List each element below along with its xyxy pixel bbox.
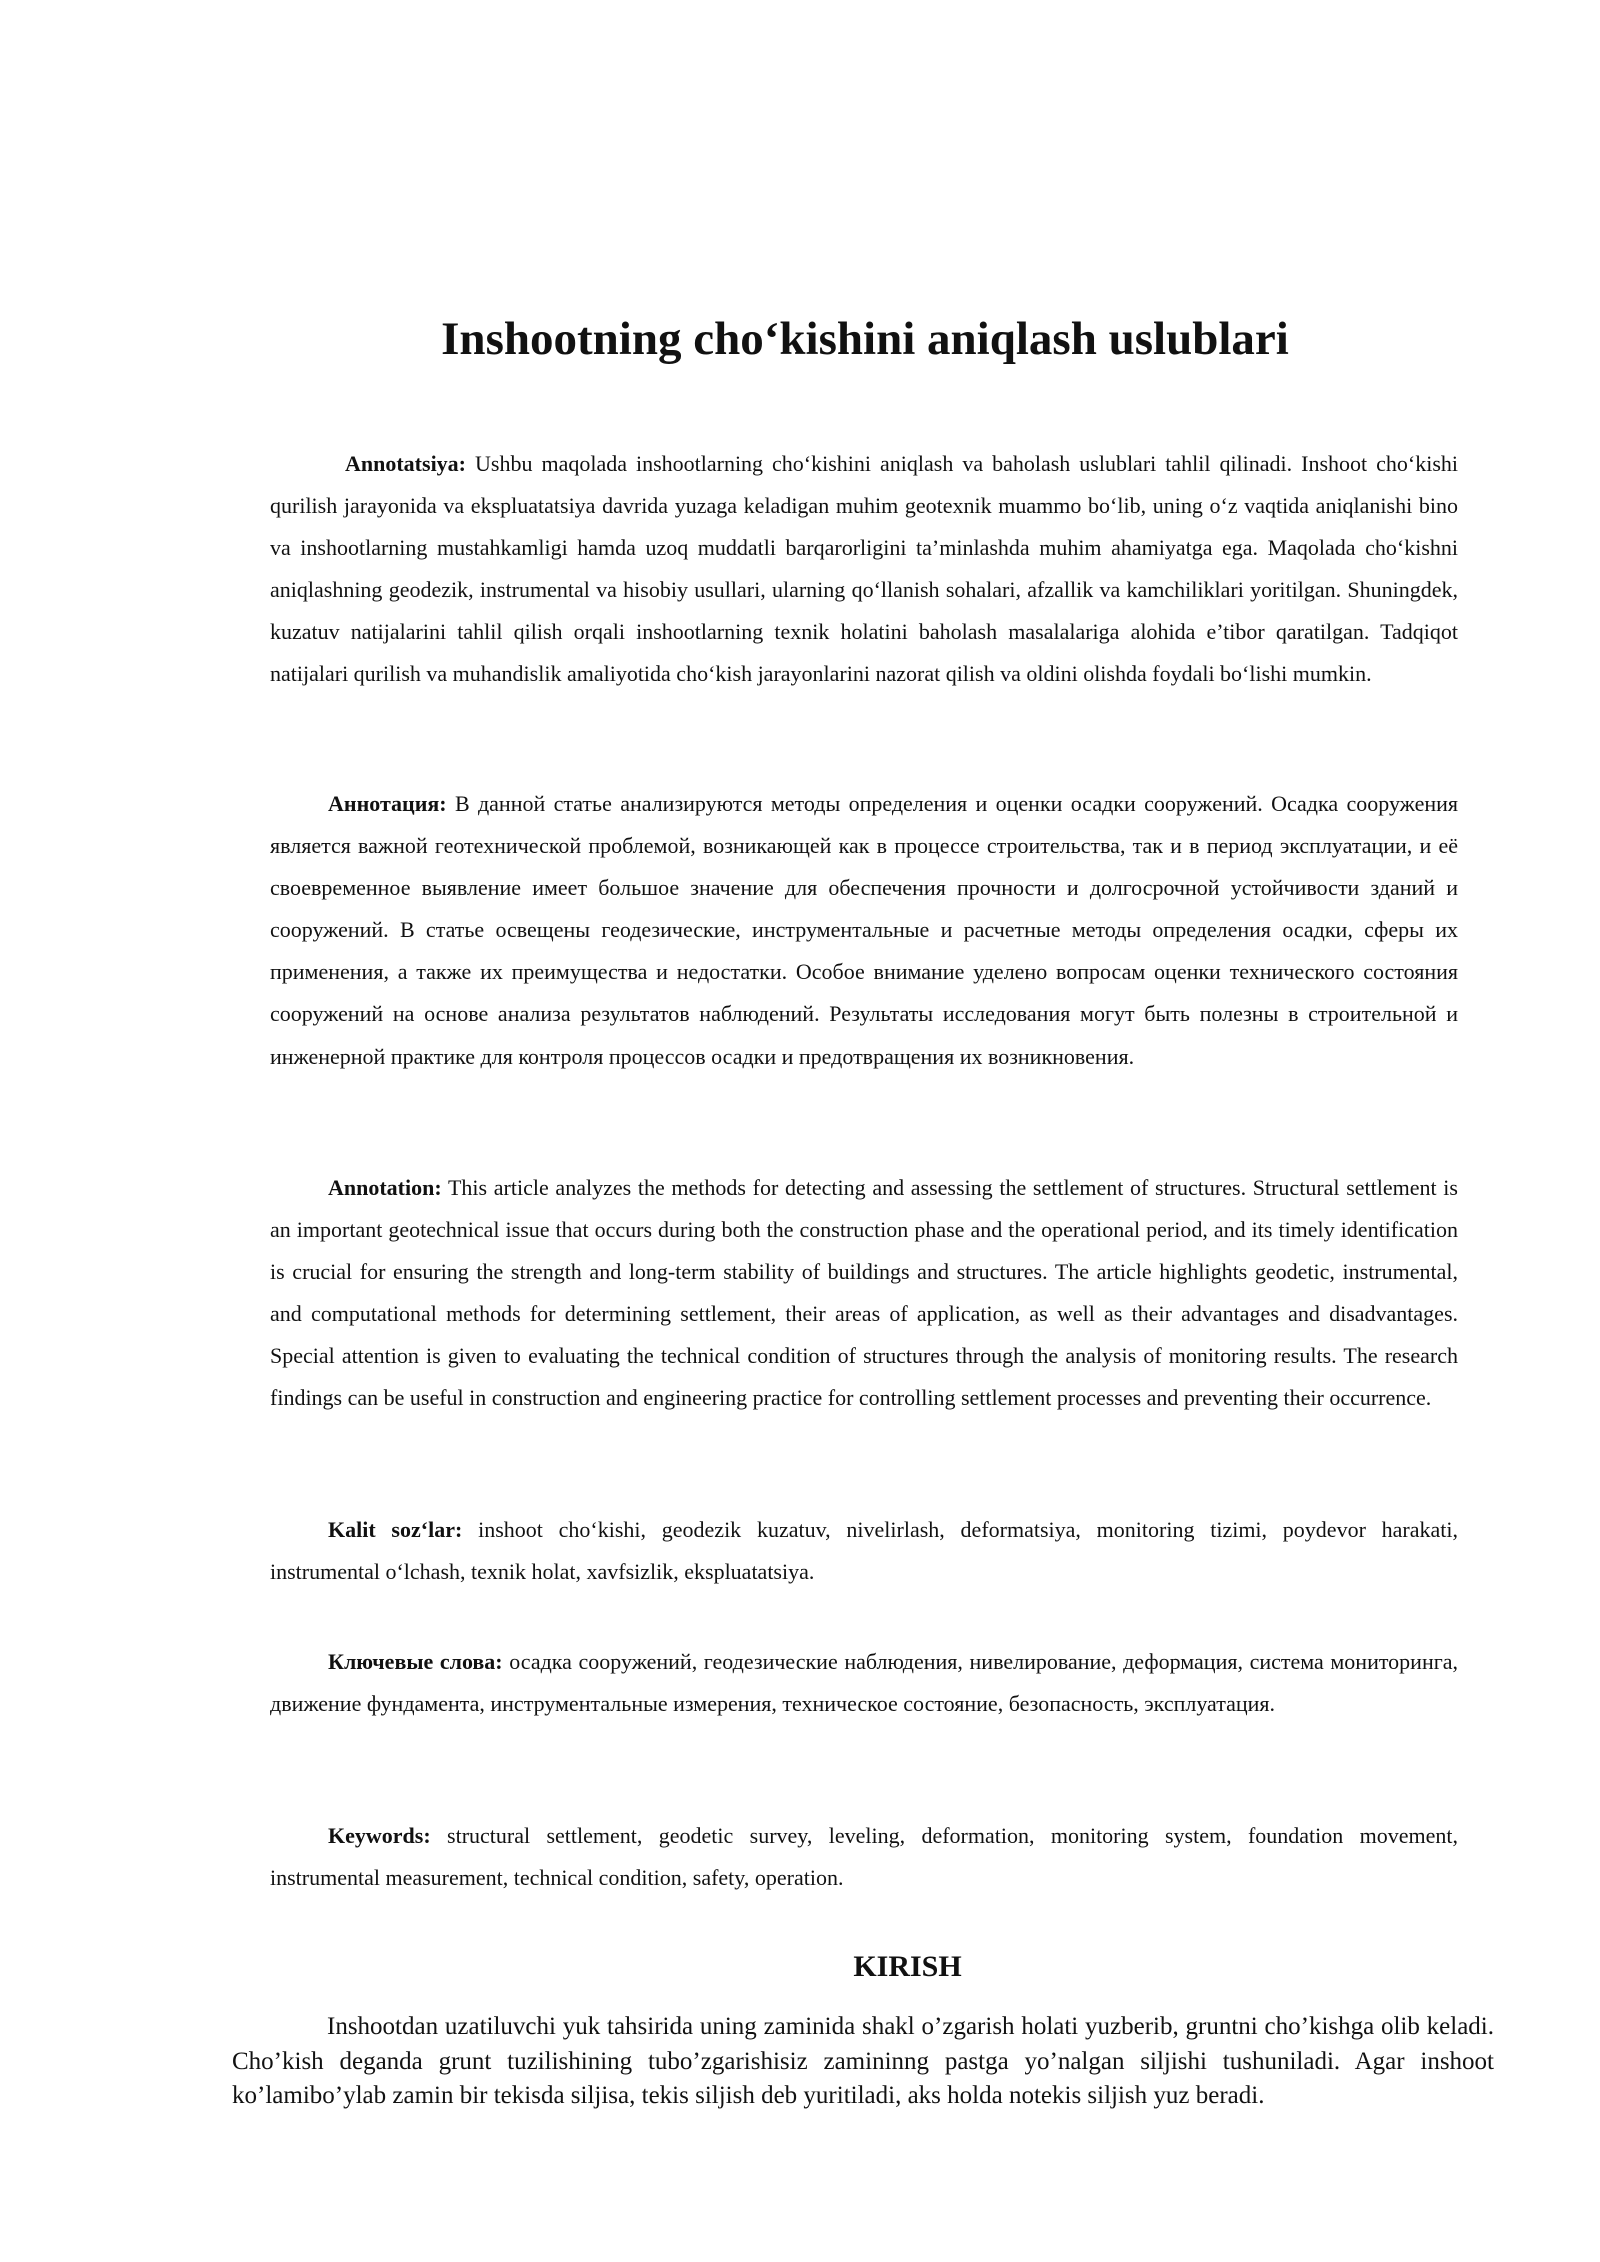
- abstract-russian: [270, 783, 1458, 1078]
- abstract-english: [270, 1167, 1458, 1420]
- keywords-uzbek-text: inshoot cho‘kishi, geodezik kuzatuv, nivelirlash, deformatsiya, monitoring tizimi, poydevor harakati, instrumental o‘lchash, texnik holat, xavfsizlik, ekspluatatsiya.: [270, 1517, 1459, 1585]
- abstract-english-text: This article analyzes the methods for detecting and assessing the settlement of structures. Structural settlement is an important geotechnical issue that occurs during both the construction phase and the operational period, and its timely identification is crucial for ensuring the strength and long-term stability of buildings and structures. The article highlights geodetic, instrumental, and computational methods for determining settlement, their areas of application, as well as their advantages and disadvantages. Special attention is given to evaluating the technical condition of structures through the analysis of monitoring results. The research findings can be useful in construction and engineering practice for controlling settlement processes and preventing their occurrence.: [270, 1175, 1458, 1411]
- article-title: Inshootning cho‘kishini aniqlash uslublari: [441, 313, 1289, 365]
- keywords-uzbek-label: Kalit soz‘lar:: [328, 1517, 463, 1542]
- abstract-russian-label: Аннотация:: [328, 791, 447, 816]
- abstract-russian-text: В данной статье анализируются методы определения и оценки осадки сооружений. Осадка сооружения является важной геотехнической проблемой, возникающей как в процессе строительства, так и в период эксплуатации, и её своевременное выявление имеет большое значение для обеспечения прочности и долгосрочной устойчивости зданий и сооружений. В статье освещены геодезические, инструментальные и расчетные методы определения осадки, сферы их применения, а также их преимущества и недостатки. Особое внимание уделено вопросам оценки технического состояния сооружений на основе анализа результатов наблюдений. Результаты исследования могут быть полезны в строительной и инженерной практике для контроля процессов осадки и предотвращения их возникновения.: [270, 791, 1458, 1069]
- keywords-russian-text: осадка сооружений, геодезические наблюдения, нивелирование, деформация, система мониторинга, движение фундамента, инструментальные измерения, техническое состояние, безопасность, эксплуатация.: [270, 1649, 1459, 1717]
- section-heading-introduction: KIRISH: [853, 1950, 962, 1983]
- keywords-english-text: structural settlement, geodetic survey, leveling, deformation, monitoring system, foundation movement, instrumental measurement, technical condition, safety, operation.: [270, 1823, 1459, 1891]
- introduction-paragraph: Inshootdan uzatiluvchi yuk tahsirida uning zaminida shakl o’zgarish holati yuzberib, gruntni cho’kishga olib keladi. Cho’kish deganda grunt tuzilishining tubo’zgarishisiz zamininng pastga yo’nalgan siljishi tushuniladi. Agar inshoot ko’lamibo’ylab zamin bir tekisda siljisa, tekis siljish deb yuritiladi, aks holda notekis siljish yuz beradi.: [232, 2013, 1494, 2109]
- keywords-english-label: Keywords:: [328, 1823, 431, 1848]
- abstract-english-label: Annotation:: [328, 1175, 442, 1200]
- keywords-english: [270, 1815, 1458, 1899]
- keywords-russian: [270, 1641, 1458, 1725]
- keywords-russian-label: Ключевые слова:: [328, 1649, 503, 1674]
- abstract-uzbek: [270, 443, 1458, 696]
- keywords-uzbek: [270, 1509, 1458, 1593]
- abstract-uzbek-label: Annotatsiya:: [345, 451, 467, 476]
- abstract-uzbek-text: Ushbu maqolada inshootlarning cho‘kishini aniqlash va baholash uslublari tahlil qilinadi. Inshoot cho‘kishi qurilish jarayonida va ekspluatatsiya davrida yuzaga keladigan muhim geotexnik muammo bo‘lib, uning o‘z vaqtida aniqlanishi bino va inshootlarning mustahkamligi hamda uzoq muddatli barqarorligini ta’minlashda muhim ahamiyatga ega. Maqolada cho‘kishni aniqlashning geodezik, instrumental va hisobiy usullari, ularning qo‘llanish sohalari, afzallik va kamchiliklari yoritilgan. Shuningdek, kuzatuv natijalarini tahlil qilish orqali inshootlarning texnik holatini baholash masalalariga alohida e’tibor qaratilgan. Tadqiqot natijalari qurilish va muhandislik amaliyotida cho‘kish jarayonlarini nazorat qilish va oldini olishda foydali bo‘lishi mumkin.: [270, 451, 1459, 687]
